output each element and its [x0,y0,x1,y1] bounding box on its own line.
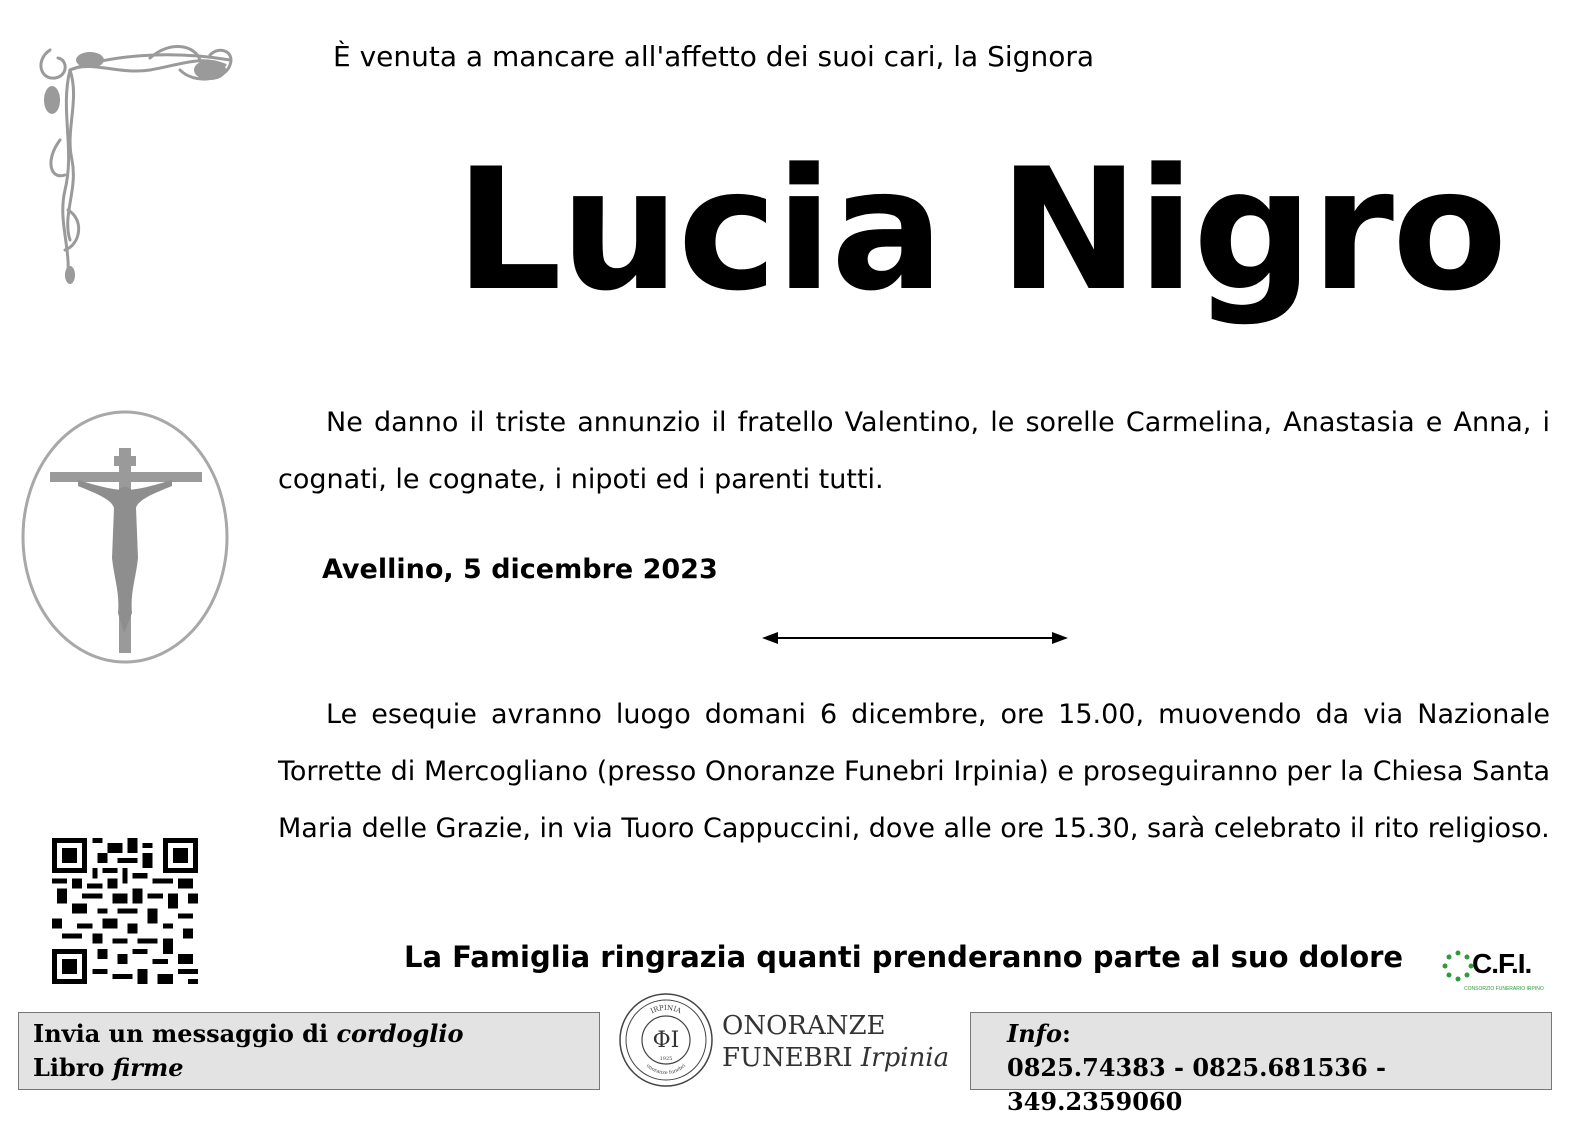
cfi-logo [1442,948,1542,998]
funeral-details-paragraph: Le esequie avranno luogo domani 6 dicembre, ore 15.00, muovendo da via Nazionale Torrette di Mercogliano (presso Onoranze Funebri Irpinia) e proseguiranno per la Chiesa Santa Maria delle Grazie, in via Tuoro Cappuccini, dove alle ore 15.30, sarà celebrato il rito religioso. [278,699,1550,844]
phone-numbers[interactable]: 0825.74383 - 0825.681536 - 349.2359060 [1007,1053,1386,1116]
intro-text: È venuta a mancare all'affetto dei suoi cari, la Signora [333,40,1094,73]
family-thanks: La Famiglia ringrazia quanti prenderanno parte al suo dolore [404,940,1404,974]
agency-seal-icon [618,992,714,1088]
cfi-logo-subtext: CONSORZIO FUNERARIO IRPINO [1464,986,1544,992]
svg-text:IRPINIA [649,1004,683,1016]
cfi-dots-icon [1442,950,1474,982]
condolence-italic: cordoglio [336,1019,464,1048]
agency-line2-prefix: FUNEBRI [722,1043,861,1073]
seal-year: 1925 [659,1056,673,1062]
info-box [970,1012,1552,1116]
info-colon: : [1062,1019,1071,1048]
qr-code-icon[interactable] [52,838,198,984]
announcement-paragraph: Ne danno il triste annunzio il fratello Valentino, le sorelle Carmelina, Anastasia e Anna, i cognati, le cognate, i nipoti ed i parenti tutti. [278,407,1550,495]
condolence-box[interactable] [18,1012,600,1090]
agency-line1: ONORANZE [722,1011,886,1041]
agency-name [722,1010,949,1074]
agency-line2 [722,1042,949,1074]
info-label: Info [1007,1019,1063,1048]
place-date: Avellino, 5 dicembre 2023 [322,554,718,585]
seal-monogram: ΦΙ [652,1028,680,1053]
corner-ornament-icon [30,30,240,285]
guestbook-link[interactable] [33,1051,585,1085]
seal-bottom-text: onoranze funebri [644,1062,688,1077]
guestbook-prefix: Libro [33,1053,113,1082]
svg-text:onoranze funebri [645,1063,687,1076]
seal-top-text: IRPINIA [649,1003,683,1016]
crucifix-icon [18,408,233,666]
cfi-logo-text: C.F.I. [1472,948,1532,979]
guestbook-italic: firme [112,1053,184,1082]
condolence-link[interactable] [33,1017,585,1051]
double-arrow-divider-icon [760,628,1070,648]
condolence-prefix: Invia un messaggio di [33,1019,337,1048]
agency-line2-italic: Irpinia [860,1043,950,1073]
deceased-name: Lucia Nigro [455,132,1506,328]
